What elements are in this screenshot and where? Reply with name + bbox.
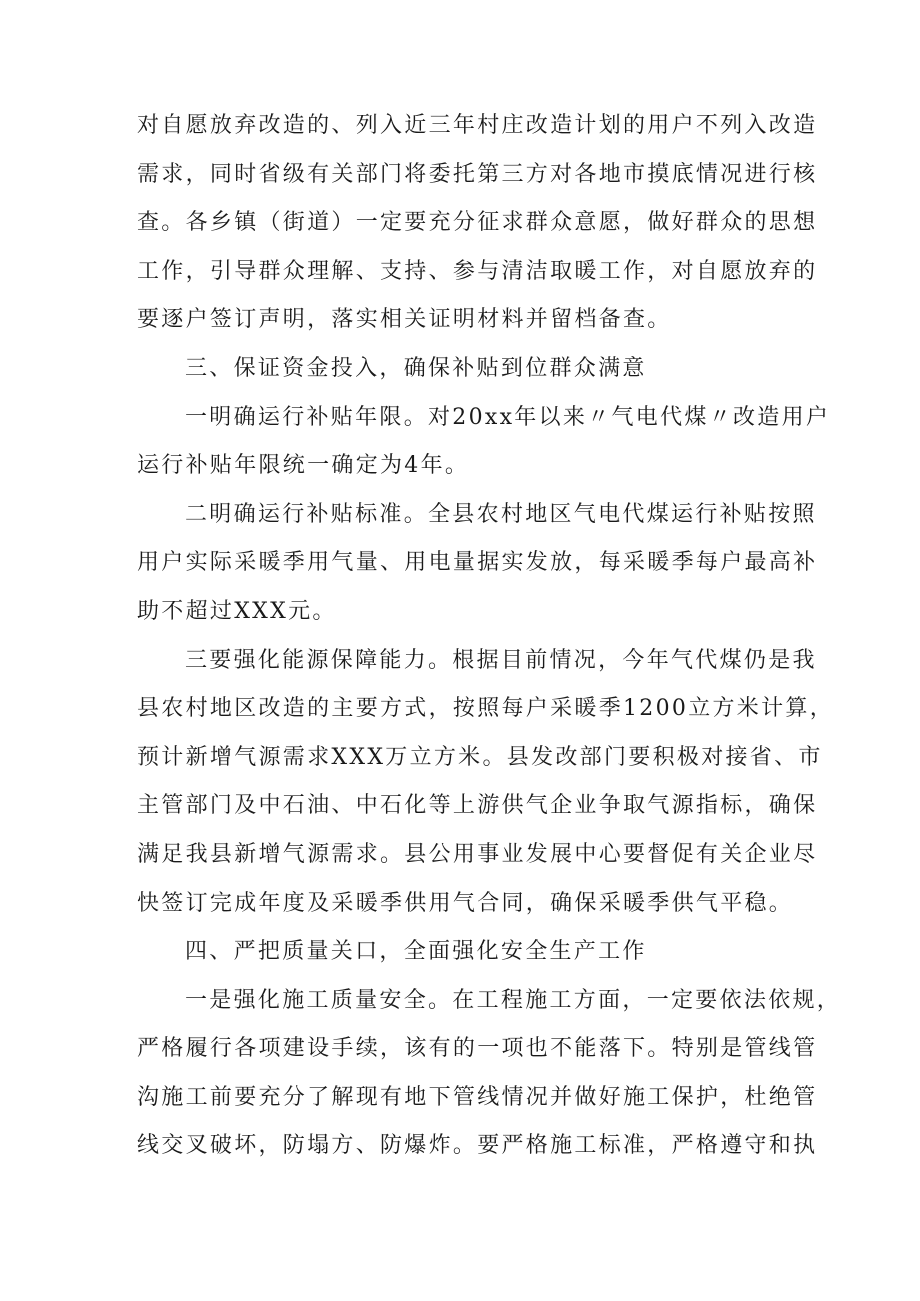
document-body	[137, 102, 842, 1171]
text-line: 预计新增气源需求XXX万立方米。县发改部门要积极对接省、市	[137, 744, 823, 770]
text-line: 二明确运行补贴标准。全县农村地区气电代煤运行补贴按照	[185, 501, 817, 527]
text-line: 严格履行各项建设手续，该有的一项也不能落下。特别是管线管	[137, 1036, 818, 1062]
text-line: 线交叉破坏，防塌方、防爆炸。要严格施工标准，严格遵守和执	[137, 1133, 818, 1159]
text-line: 要逐户签订声明，落实相关证明材料并留档备查。	[137, 307, 672, 333]
text-line: 运行补贴年限统一确定为4年。	[137, 453, 470, 479]
text-line: 对自愿放弃改造的、列入近三年村庄改造计划的用户不列入改造	[137, 113, 818, 138]
text-line: 快签订完成年度及采暖季供用气合同，确保采暖季供气平稳。	[137, 890, 794, 916]
section-heading: 三、保证资金投入，确保补贴到位群众满意	[185, 355, 647, 381]
text-line: 工作，引导群众理解、支持、参与清洁取暖工作，对自愿放弃的	[137, 258, 818, 284]
text-line: 三要强化能源保障能力。根据目前情况，今年气代煤仍是我	[185, 647, 817, 673]
section-heading: 四、严把质量关口，全面强化安全生产工作	[185, 939, 647, 965]
text-line: 县农村地区改造的主要方式，按照每户采暖季1200立方米计算，	[137, 696, 834, 722]
text-line: 一是强化施工质量安全。在工程施工方面，一定要依法依规，	[185, 987, 842, 1013]
text-line: 需求，同时省级有关部门将委托第三方对各地市摸底情况进行核	[137, 161, 818, 187]
text-line: 助不超过XXX元。	[137, 598, 337, 624]
text-line: 满足我县新增气源需求。县公用事业发展中心要督促有关企业尽	[137, 841, 818, 867]
text-line: 查。各乡镇（街道）一定要充分征求群众意愿，做好群众的思想	[137, 210, 818, 236]
text-line: 用户实际采暖季用气量、用电量据实发放，每采暖季每户最高补	[137, 550, 818, 576]
text-line: 沟施工前要充分了解现有地下管线情况并做好施工保护，杜绝管	[137, 1084, 818, 1110]
text-line: 主管部门及中石油、中石化等上游供气企业争取气源指标，确保	[137, 793, 818, 819]
text-line: 一明确运行补贴年限。对20xx年以来〃气电代煤〃改造用户	[185, 404, 831, 430]
